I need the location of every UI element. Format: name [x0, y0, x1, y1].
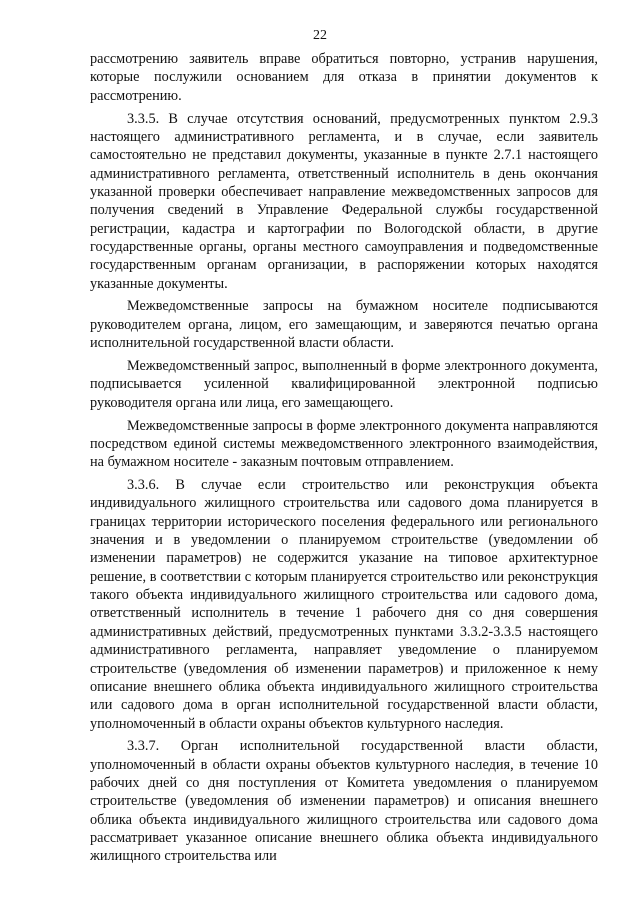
paragraph-electronic-request: Межведомственный запрос, выполненный в форме электронного документа, подписывается усиленной квалифицированной электронной подписью руководителя органа или лица, его замещающего. — [90, 358, 598, 411]
paragraph-request-delivery: Межведомственные запросы в форме электронного документа направляются посредством единой системы межведомственного электронного взаимодействия, на бумажном носителе - заказным почтовым отправлением. — [90, 417, 598, 471]
page-number: 22 — [313, 28, 327, 43]
paragraph-3-3-7: 3.3.7. Орган исполнительной государственной власти области, уполномоченный в области охраны объектов культурного наследия, в течение 10 рабочих дней со дня поступления от Комитета уведомления о планируемом строительстве (уведомления об изменении параметров) и описания внешнего облика объекта индивидуального жилищного строительства или садового дома рассматривает указанное описание внешнего облика объекта индивидуального жилищного строительства или — [90, 738, 598, 865]
paragraph-3-3-6: 3.3.6. В случае если строительство или реконструкция объекта индивидуального жилищного строительства или садового дома планируется в границах территории исторического поселения федерального или регионального значения и в уведомлении о планируемом строительстве (уведомлении об изменении параметров) не содержится указание на типовое архитектурное решение, в соответствии с которым планируется строительство или реконструкция такого объекта индивидуального жилищного строительства или садового дома, ответственный исполнитель в течение 1 рабочего дня со дня совершения административных действий, предусмотренных пунктами 3.3.2-3.3.5 настоящего административного регламента, направляет уведомление о планируемом строительстве (уведомления об изменении параметров) и приложенное к нему описание внешнего облика объекта индивидуального жилищного строительства или садового дома в орган исполнительной государственной власти области, уполномоченный в области охраны объектов культурного наследия. — [90, 477, 598, 732]
paragraph-3-3-5: 3.3.5. В случае отсутствия оснований, предусмотренных пунктом 2.9.3 настоящего административного регламента, и в случае, если заявитель самостоятельно не представил документы, указанные в пункте 2.7.1 настоящего административного регламента, ответственный исполнитель в день окончания указанной проверки обеспечивает направление межведомственных запросов для получения сведений в Управление Федеральной службы государственной регистрации, кадастра и картографии по Вологодской области, в другие государственные органы, органы местного самоуправления и подведомственные государственным органам организации, в распоряжении которых находятся указанные документы. — [90, 110, 598, 292]
paragraph-paper-requests: Межведомственные запросы на бумажном носителе подписываются руководителем органа, лицом, его замещающим, и заверяются печатью органа исполнительной государственной власти области. — [90, 298, 598, 352]
document-body — [90, 50, 598, 870]
paragraph-continuation: рассмотрению заявитель вправе обратиться повторно, устранив нарушения, которые послужили основанием для отказа в принятии документов к рассмотрению. — [90, 51, 598, 104]
